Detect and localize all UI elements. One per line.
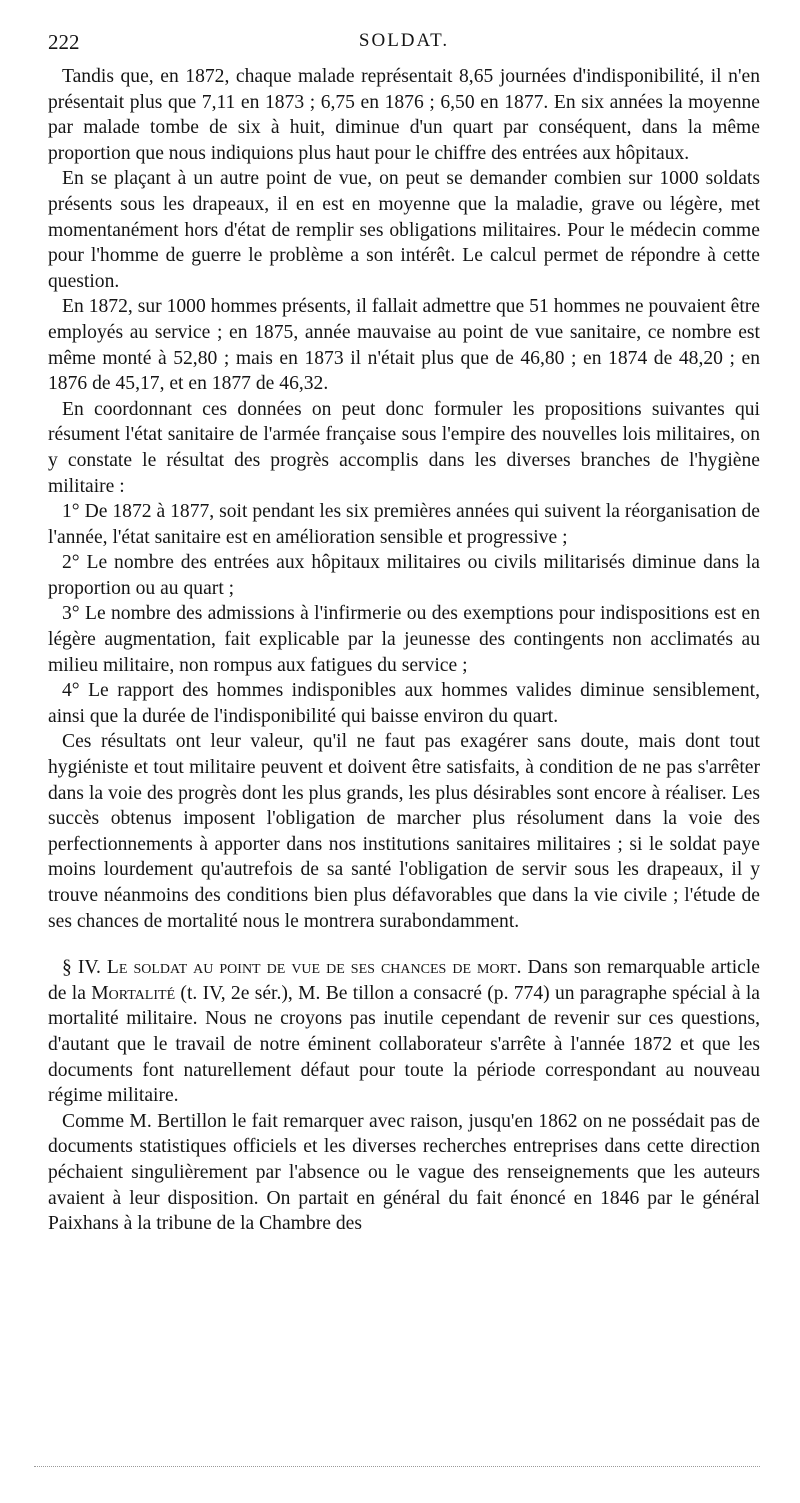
page-number: 222: [48, 30, 80, 54]
page-header: [48, 30, 760, 60]
journal-title: Mortalité: [91, 982, 176, 1004]
section-marker: § IV.: [62, 957, 101, 979]
section-text-after-journal: (t. IV, 2e sér.), M. Be tillon a consacré (p. 774) un paragraphe spécial à la mortalité militaire. Nous ne croyons pas inutile cependant de revenir sur ces questions, d'autant que le travail de notre éminent collaborateur s'arrête à l'année 1872 et que les documents font naturellement défaut pour toute la période correspondant au nouveau régime militaire.: [48, 982, 760, 1107]
body-text: [48, 64, 760, 1237]
proposition-1: 1° De 1872 à 1877, soit pendant les six premières années qui suivent la réorganisation de l'année, l'état sanitaire est en amélioration sensible et progressive ;: [48, 501, 760, 548]
proposition-2: 2° Le nombre des entrées aux hôpitaux militaires ou civils militarisés diminue dans la proportion ou au quart ;: [48, 552, 760, 599]
bottom-rule: [34, 1466, 760, 1467]
paragraph-indisponibilite: Tandis que, en 1872, chaque malade représentait 8,65 journées d'indisponibilité, il n'en présentait plus que 7,11 en 1873 ; 6,75 en 1876 ; 6,50 en 1877. En six années la moyenne par malade tombe de six à huit, diminue d'un quart par conséquent, dans la même proportion que nous indiquions plus haut pour le chiffre des entrées aux hôpitaux.: [48, 66, 760, 164]
paragraph-1872-figures: En 1872, sur 1000 hommes présents, il fallait admettre que 51 hommes ne pouvaient être employés au service ; en 1875, année mauvaise au point de vue sanitaire, ce nombre est même monté à 52,80 ; mais en 1873 il n'était plus que de 46,80 ; en 1874 de 48,20 ; en 1876 de 45,17, et en 1877 de 46,32.: [48, 296, 760, 395]
paragraph-bertillon: Comme M. Bertillon le fait remarquer avec raison, jusqu'en 1862 on ne possédait pas de documents statistiques officiels et les diverses recherches entreprises dans cette direction péchaient singulièrement par l'absence ou le vague des renseignements que les auteurs avaient à leur disposition. On partait en général du fait énoncé en 1846 par le général Paixhans à la tribune de la Chambre des: [48, 1110, 760, 1235]
section-heading: Le soldat au point de vue de ses chances de mort.: [106, 957, 522, 979]
section-text-before-journal: Dans son remarquable article de la: [48, 957, 760, 1004]
paragraph-point-de-vue: En se plaçant à un autre point de vue, on peut se demander combien sur 1000 soldats présents sous les drapeaux, il en est en moyenne que la maladie, grave ou légère, met momentanément hors d'état de remplir ses obligations militaires. Pour le médecin comme pour l'homme de guerre le problème a son intérêt. Le calcul permet de répondre à cette question.: [48, 168, 760, 292]
running-head: SOLDAT.: [358, 30, 450, 51]
proposition-3: 3° Le nombre des admissions à l'infirmerie ou des exemptions pour indispositions est en légère augmentation, fait explicable par la jeunesse des contingents non acclimatés au milieu militaire, non rompus aux fatigues du service ;: [48, 603, 760, 676]
section-iv-paragraph: [48, 955, 760, 1109]
paragraph-propositions-intro: En coordonnant ces données on peut donc formuler les propositions suivantes qui résument l'état sanitaire de l'armée française sous l'empire des nouvelles lois militaires, on y constate le résultat des progrès accomplis dans les diverses branches de l'hygiène militaire :: [48, 398, 760, 497]
paragraph-resultats: Ces résultats ont leur valeur, qu'il ne faut pas exagérer sans doute, mais dont tout hygiéniste et tout militaire peuvent et doivent être satisfaits, à condition de ne pas s'arrêter dans la voie des progrès dont les plus grands, les plus désirables sont encore à réaliser. Les succès obtenus imposent l'obligation de marcher plus résolument dans la voie des perfectionnements à apporter dans nos institutions sanitaires militaires ; si le soldat paye moins lourdement qu'autrefois de sa santé l'obligation de servir sous les drapeaux, il y trouve néanmoins des conditions bien plus défavorables que dans la vie civile ; l'étude de ses chances de mortalité nous le montrera surabondamment.: [48, 731, 760, 932]
proposition-4: 4° Le rapport des hommes indisponibles aux hommes valides diminue sensiblement, ainsi que la durée de l'indisponibilité qui baisse environ du quart.: [48, 680, 760, 727]
